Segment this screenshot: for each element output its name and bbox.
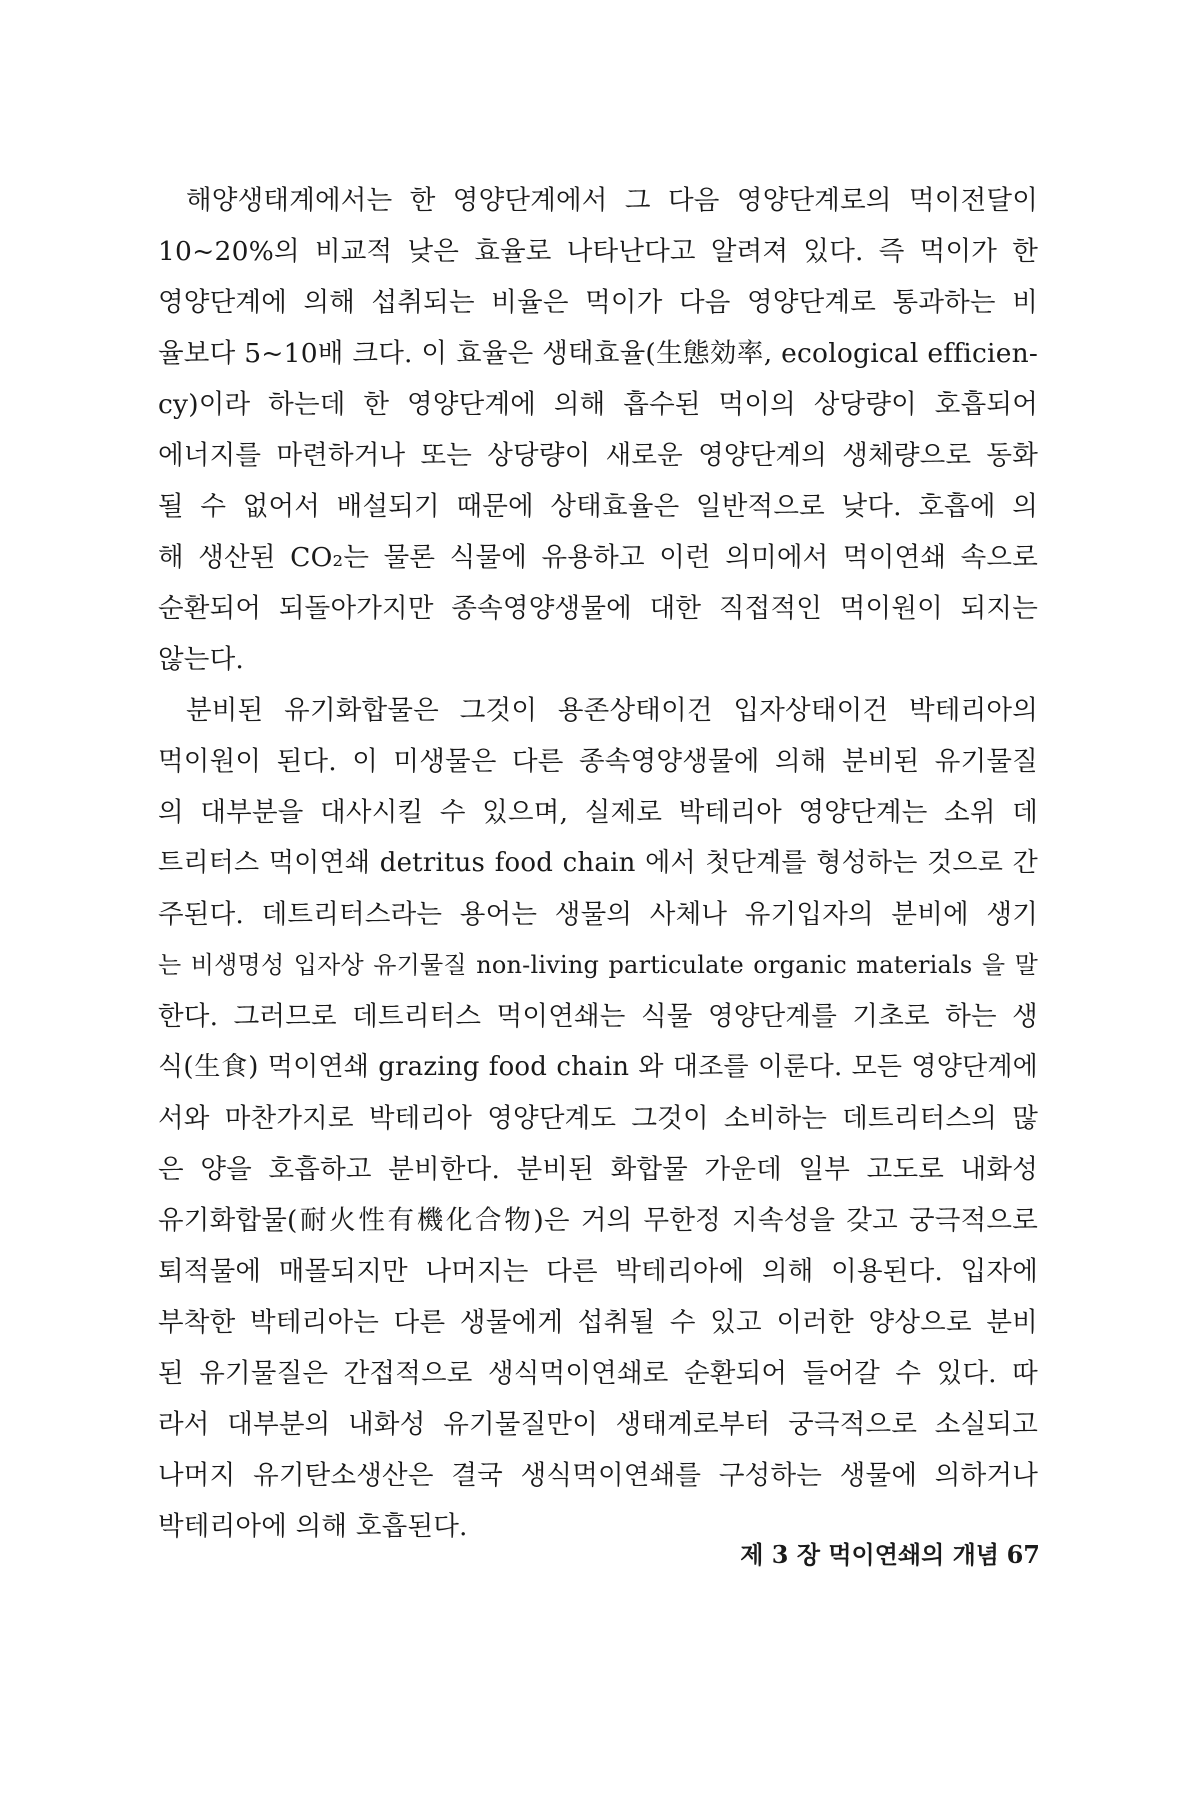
paragraph-2 [158,685,1038,1552]
text-line: cy)이라 하는데 한 영양단계에 의해 흡수된 먹이의 상당량이 호흡되어 [158,389,1038,420]
text-line: 분비된 유기화합물은 그것이 용존상태이건 입자상태이건 박테리아의 [186,695,1038,726]
page-footer [0,1535,1200,1575]
text-line: 라서 대부분의 내화성 유기물질만이 생태계로부터 궁극적으로 소실되고 [158,1409,1038,1440]
text-line: 율보다 5~10배 크다. 이 효율은 생태효율(生態効率, ecological efficien- [158,338,1038,369]
text-line: 식(生食) 먹이연쇄 grazing food chain 와 대조를 이룬다. 모든 영양단계에 [158,1052,1038,1082]
text-line: 주된다. 데트리터스라는 용어는 생물의 사체나 유기입자의 분비에 생기 [158,899,1038,930]
text-line: 한다. 그러므로 데트리터스 먹이연쇄는 식물 영양단계를 기초로 하는 생 [158,1001,1038,1032]
text-line: 된 유기물질은 간접적으로 생식먹이연쇄로 순환되어 들어갈 수 있다. 따 [158,1358,1038,1389]
text-line: 해양생태계에서는 한 영양단계에서 그 다음 영양단계로의 먹이전달이 [186,185,1038,216]
page-number: 67 [1006,1540,1040,1569]
text-line: 해 생산된 CO₂는 물론 식물에 유용하고 이런 의미에서 먹이연쇄 속으로 [158,542,1038,573]
text-line: 영양단계에 의해 섭취되는 비율은 먹이가 다음 영양단계로 통과하는 비 [158,287,1038,318]
text-line: 나머지 유기탄소생산은 결국 생식먹이연쇄를 구성하는 생물에 의하거나 [158,1460,1038,1491]
text-line: 트리터스 먹이연쇄 detritus food chain 에서 첫단계를 형성하는 것으로 간 [158,848,1038,878]
text-line: 는 비생명성 입자상 유기물질 non-living particulate organic materials 을 말 [158,951,1038,979]
chapter-title: 제 3 장 먹이연쇄의 개념 [740,1540,999,1569]
text-line: 유기화합물(耐火性有機化合物)은 거의 무한정 지속성을 갖고 궁극적으로 [158,1205,1038,1236]
text-line: 은 양을 호흡하고 분비한다. 분비된 화합물 가운데 일부 고도로 내화성 [158,1154,1038,1185]
text-line: 않는다. [158,644,245,675]
text-line: 서와 마찬가지로 박테리아 영양단계도 그것이 소비하는 데트리터스의 많 [158,1103,1038,1134]
paragraph-1 [158,175,1038,685]
text-line: 의 대부분을 대사시킬 수 있으며, 실제로 박테리아 영양단계는 소위 데 [158,797,1038,828]
text-line: 순환되어 되돌아가지만 종속영양생물에 대한 직접적인 먹이원이 되지는 [158,593,1038,624]
text-line: 퇴적물에 매몰되지만 나머지는 다른 박테리아에 의해 이용된다. 입자에 [158,1256,1038,1287]
text-line: 부착한 박테리아는 다른 생물에게 섭취될 수 있고 이러한 양상으로 분비 [158,1307,1038,1338]
text-line: 될 수 없어서 배설되기 때문에 상태효율은 일반적으로 낮다. 호흡에 의 [158,491,1038,522]
text-line: 에너지를 마련하거나 또는 상당량이 새로운 영양단계의 생체량으로 동화 [158,440,1038,471]
text-line: 먹이원이 된다. 이 미생물은 다른 종속영양생물에 의해 분비된 유기물질 [158,746,1038,777]
text-line: 10~20%의 비교적 낮은 효율로 나타난다고 알려져 있다. 즉 먹이가 한 [158,236,1038,267]
body-text [158,175,1038,1552]
text-line: 박테리아에 의해 호흡된다. [158,1511,468,1542]
